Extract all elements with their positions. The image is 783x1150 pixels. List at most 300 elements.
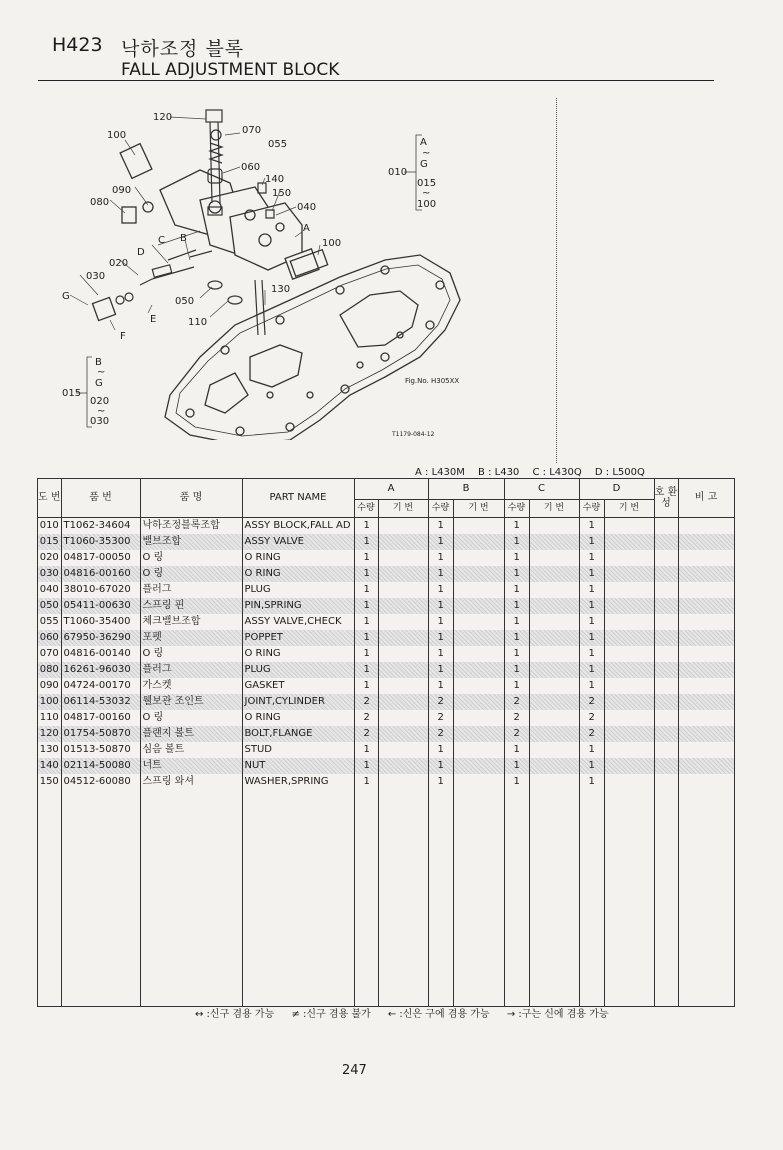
cell-qd: 1 bbox=[579, 534, 604, 550]
cell-qb: 1 bbox=[428, 534, 453, 550]
cell-empty bbox=[378, 566, 428, 582]
cell-empty bbox=[678, 582, 734, 598]
cell-part-no: 67950-36290 bbox=[61, 630, 140, 646]
cell-empty bbox=[654, 518, 678, 535]
cell-qb: 1 bbox=[428, 678, 453, 694]
cell-empty bbox=[378, 726, 428, 742]
col-header-group-d: D bbox=[579, 479, 654, 500]
cell-empty bbox=[529, 550, 579, 566]
cell-empty bbox=[678, 710, 734, 726]
cell-qb: 1 bbox=[428, 550, 453, 566]
col-header-interchange: 호 환 성 bbox=[654, 479, 678, 518]
cell-name-kr: 스프링 핀 bbox=[140, 598, 242, 614]
callout-label: 130 bbox=[271, 284, 291, 295]
cell-empty bbox=[678, 646, 734, 662]
cell-empty bbox=[604, 710, 654, 726]
cell-empty bbox=[604, 678, 654, 694]
cell-qd: 2 bbox=[579, 726, 604, 742]
callout-label: 100 bbox=[107, 130, 127, 141]
cell-qd: 2 bbox=[579, 694, 604, 710]
cell-part-no: T1060-35400 bbox=[61, 614, 140, 630]
cell-no: 060 bbox=[38, 630, 62, 646]
cell-qd: 1 bbox=[579, 566, 604, 582]
cell-qc: 1 bbox=[504, 758, 529, 774]
cell-empty bbox=[654, 630, 678, 646]
cell-empty bbox=[604, 646, 654, 662]
cell-empty bbox=[604, 774, 654, 790]
cell-part-no: 38010-67020 bbox=[61, 582, 140, 598]
cell-no: 120 bbox=[38, 726, 62, 742]
cell-empty bbox=[529, 710, 579, 726]
cell-qa: 1 bbox=[354, 662, 378, 678]
cell-empty bbox=[453, 758, 504, 774]
model-legend bbox=[415, 467, 655, 478]
cell-empty bbox=[654, 726, 678, 742]
cell-empty bbox=[678, 534, 734, 550]
cell-empty bbox=[654, 742, 678, 758]
cell-empty bbox=[529, 694, 579, 710]
table-row bbox=[38, 726, 735, 742]
cell-empty bbox=[678, 518, 734, 535]
table-row bbox=[38, 630, 735, 646]
cell-empty bbox=[654, 646, 678, 662]
cell-qa: 2 bbox=[354, 694, 378, 710]
cell-qa: 2 bbox=[354, 726, 378, 742]
cell-no: 150 bbox=[38, 774, 62, 790]
cell-empty bbox=[654, 534, 678, 550]
cell-empty bbox=[654, 790, 678, 1007]
cell-name-kr: 플랜지 볼트 bbox=[140, 726, 242, 742]
cell-empty bbox=[604, 630, 654, 646]
bracket-label: 100 bbox=[417, 199, 437, 210]
cell-no: 030 bbox=[38, 566, 62, 582]
cell-qb: 1 bbox=[428, 630, 453, 646]
cell-empty bbox=[678, 678, 734, 694]
cell-empty bbox=[453, 598, 504, 614]
cell-part-no: 04817-00050 bbox=[61, 550, 140, 566]
cell-empty bbox=[453, 710, 504, 726]
col-header-qty: 수량 bbox=[579, 500, 604, 518]
page-title-korean: 낙하조정 블록 bbox=[121, 38, 245, 60]
cell-part-no: 05411-00630 bbox=[61, 598, 140, 614]
cell-empty bbox=[378, 534, 428, 550]
cell-qa: 1 bbox=[354, 742, 378, 758]
model-legend-b: B : L430 bbox=[478, 467, 520, 478]
table-row bbox=[38, 662, 735, 678]
legend-item: ← :신은 구에 겸용 가능 bbox=[387, 1009, 490, 1020]
cell-empty bbox=[378, 630, 428, 646]
table-row bbox=[38, 758, 735, 774]
cell-qc: 2 bbox=[504, 694, 529, 710]
table-row bbox=[38, 678, 735, 694]
bracket-label: A bbox=[420, 137, 427, 148]
cell-qa: 1 bbox=[354, 582, 378, 598]
cell-name-kr: 포펫 bbox=[140, 630, 242, 646]
cell-qc: 1 bbox=[504, 566, 529, 582]
col-header-qty: 수량 bbox=[504, 500, 529, 518]
bracket-label: B bbox=[95, 357, 102, 368]
cell-empty bbox=[378, 614, 428, 630]
cell-part-no: 01513-50870 bbox=[61, 742, 140, 758]
cell-empty bbox=[378, 678, 428, 694]
cell-qc: 2 bbox=[504, 726, 529, 742]
cell-no: 070 bbox=[38, 646, 62, 662]
callout-label: 120 bbox=[153, 112, 173, 123]
cell-empty bbox=[654, 678, 678, 694]
cell-empty bbox=[453, 774, 504, 790]
table-row bbox=[38, 534, 735, 550]
cell-empty bbox=[529, 742, 579, 758]
legend-item: ≠ :신구 겸용 불가 bbox=[291, 1009, 371, 1020]
diagram-labels bbox=[62, 112, 459, 438]
col-header-model: 기 번 bbox=[378, 500, 428, 518]
cell-qb: 1 bbox=[428, 598, 453, 614]
cell-empty bbox=[529, 566, 579, 582]
cell-qc: 1 bbox=[504, 662, 529, 678]
cell-qd: 1 bbox=[579, 582, 604, 598]
cell-empty bbox=[453, 790, 504, 1007]
cell-empty bbox=[678, 598, 734, 614]
valve-block bbox=[92, 144, 327, 321]
table-row bbox=[38, 518, 735, 535]
cell-empty bbox=[453, 614, 504, 630]
cell-empty bbox=[604, 662, 654, 678]
cell-no: 050 bbox=[38, 598, 62, 614]
col-header-name-kr: 품 명 bbox=[140, 479, 242, 518]
cell-qb: 1 bbox=[428, 646, 453, 662]
cell-empty bbox=[529, 582, 579, 598]
table-row bbox=[38, 742, 735, 758]
cell-empty bbox=[529, 614, 579, 630]
cell-empty bbox=[529, 646, 579, 662]
cell-qd: 1 bbox=[579, 518, 604, 535]
cell-empty bbox=[678, 630, 734, 646]
cell-name-en: PLUG bbox=[242, 582, 354, 598]
bracket-label: G bbox=[95, 378, 103, 389]
table-row bbox=[38, 710, 735, 726]
callout-label: 080 bbox=[90, 197, 110, 208]
cell-empty bbox=[61, 790, 140, 1007]
cell-part-no: 04817-00160 bbox=[61, 710, 140, 726]
cell-empty bbox=[354, 790, 378, 1007]
cell-no: 130 bbox=[38, 742, 62, 758]
cell-name-en: STUD bbox=[242, 742, 354, 758]
cell-empty bbox=[378, 582, 428, 598]
cell-empty bbox=[654, 598, 678, 614]
col-header-no: 도 번 bbox=[38, 479, 62, 518]
cell-qb: 2 bbox=[428, 694, 453, 710]
cell-empty bbox=[529, 758, 579, 774]
cell-no: 055 bbox=[38, 614, 62, 630]
cell-name-kr: 플러그 bbox=[140, 662, 242, 678]
table-row bbox=[38, 582, 735, 598]
callout-label: 040 bbox=[297, 202, 317, 213]
cell-no: 015 bbox=[38, 534, 62, 550]
cell-empty bbox=[678, 614, 734, 630]
cell-part-no: 01754-50870 bbox=[61, 726, 140, 742]
cell-name-en: BOLT,FLANGE bbox=[242, 726, 354, 742]
cell-name-en: NUT bbox=[242, 758, 354, 774]
bracket-label: ~ bbox=[97, 367, 106, 378]
cell-empty bbox=[654, 774, 678, 790]
col-header-model: 기 번 bbox=[604, 500, 654, 518]
cell-qb: 1 bbox=[428, 518, 453, 535]
cell-qb: 1 bbox=[428, 774, 453, 790]
cell-empty bbox=[604, 790, 654, 1007]
cell-qa: 1 bbox=[354, 678, 378, 694]
callout-label: 030 bbox=[86, 271, 106, 282]
cell-name-en: PLUG bbox=[242, 662, 354, 678]
cell-empty bbox=[529, 678, 579, 694]
cell-qa: 1 bbox=[354, 518, 378, 535]
cell-part-no: 04816-00140 bbox=[61, 646, 140, 662]
exploded-parts-diagram bbox=[40, 95, 510, 440]
cell-empty bbox=[453, 630, 504, 646]
cell-empty bbox=[504, 790, 529, 1007]
cell-qd: 1 bbox=[579, 550, 604, 566]
table-row bbox=[38, 598, 735, 614]
model-legend-a: A : L430M bbox=[415, 467, 465, 478]
cell-name-kr: 웰보관 조인트 bbox=[140, 694, 242, 710]
cell-qd: 1 bbox=[579, 774, 604, 790]
cell-qc: 1 bbox=[504, 534, 529, 550]
cell-empty bbox=[453, 646, 504, 662]
cell-empty bbox=[378, 790, 428, 1007]
cell-empty bbox=[604, 598, 654, 614]
page-number: 247 bbox=[342, 1063, 367, 1078]
bracket-label: G bbox=[420, 159, 428, 170]
cell-name-kr: 가스켓 bbox=[140, 678, 242, 694]
cell-qd: 2 bbox=[579, 710, 604, 726]
cell-part-no: T1060-35300 bbox=[61, 534, 140, 550]
cell-qb: 1 bbox=[428, 614, 453, 630]
drawing-number: T1179-084-12 bbox=[392, 431, 435, 438]
cell-name-kr: 낙하조정블록조합 bbox=[140, 518, 242, 535]
legend-item: ↔ :신구 겸용 가능 bbox=[195, 1009, 275, 1020]
callout-label: D bbox=[137, 247, 145, 258]
page-code: H423 bbox=[52, 34, 103, 56]
cell-name-en: PIN,SPRING bbox=[242, 598, 354, 614]
callout-label: 090 bbox=[112, 185, 132, 196]
table-filler-row bbox=[38, 790, 735, 1007]
cell-name-kr: O 링 bbox=[140, 710, 242, 726]
cell-empty bbox=[678, 774, 734, 790]
cell-name-kr: 너트 bbox=[140, 758, 242, 774]
cell-empty bbox=[654, 582, 678, 598]
cell-name-en: O RING bbox=[242, 646, 354, 662]
cell-empty bbox=[453, 534, 504, 550]
cell-empty bbox=[378, 742, 428, 758]
cell-empty bbox=[378, 774, 428, 790]
cell-qc: 1 bbox=[504, 646, 529, 662]
callout-label: 060 bbox=[241, 162, 261, 173]
cell-qd: 1 bbox=[579, 646, 604, 662]
cell-empty bbox=[378, 646, 428, 662]
cell-empty bbox=[678, 726, 734, 742]
cell-name-en: WASHER,SPRING bbox=[242, 774, 354, 790]
cell-no: 020 bbox=[38, 550, 62, 566]
cell-empty bbox=[654, 550, 678, 566]
parts-table-body bbox=[38, 518, 735, 1007]
cell-name-kr: 플러그 bbox=[140, 582, 242, 598]
cell-qb: 2 bbox=[428, 726, 453, 742]
cell-no: 110 bbox=[38, 710, 62, 726]
cell-name-en: ASSY VALVE bbox=[242, 534, 354, 550]
cell-empty bbox=[604, 726, 654, 742]
cell-name-kr: 밸브조합 bbox=[140, 534, 242, 550]
callout-label: 140 bbox=[265, 174, 285, 185]
callout-label: 020 bbox=[109, 258, 129, 269]
table-row bbox=[38, 646, 735, 662]
col-header-group-a: A bbox=[354, 479, 428, 500]
cell-empty bbox=[38, 790, 62, 1007]
callout-label: 150 bbox=[272, 188, 292, 199]
cell-name-kr: 심음 볼트 bbox=[140, 742, 242, 758]
cell-empty bbox=[654, 758, 678, 774]
cell-empty bbox=[678, 742, 734, 758]
col-header-group-b: B bbox=[428, 479, 504, 500]
model-legend-c: C : L430Q bbox=[532, 467, 582, 478]
cell-qa: 1 bbox=[354, 534, 378, 550]
cell-name-en: O RING bbox=[242, 550, 354, 566]
cell-empty bbox=[529, 534, 579, 550]
col-header-model: 기 번 bbox=[529, 500, 579, 518]
cell-empty bbox=[604, 694, 654, 710]
cell-empty bbox=[529, 598, 579, 614]
cell-qc: 1 bbox=[504, 614, 529, 630]
cell-empty bbox=[453, 518, 504, 535]
cell-qd: 1 bbox=[579, 630, 604, 646]
cell-name-en: JOINT,CYLINDER bbox=[242, 694, 354, 710]
cell-qa: 1 bbox=[354, 614, 378, 630]
cell-empty bbox=[378, 550, 428, 566]
dotted-divider bbox=[556, 98, 557, 463]
cell-qb: 1 bbox=[428, 758, 453, 774]
callout-label: 050 bbox=[175, 296, 195, 307]
callout-label: 070 bbox=[242, 125, 262, 136]
cell-empty bbox=[378, 598, 428, 614]
callout-label: 110 bbox=[188, 317, 208, 328]
cell-part-no: 06114-53032 bbox=[61, 694, 140, 710]
cell-empty bbox=[654, 662, 678, 678]
cell-part-no: T1062-34604 bbox=[61, 518, 140, 535]
cell-empty bbox=[453, 662, 504, 678]
col-header-qty: 수량 bbox=[354, 500, 378, 518]
cell-part-no: 04512-60080 bbox=[61, 774, 140, 790]
bracket-label: 020 bbox=[90, 396, 110, 407]
cell-qa: 1 bbox=[354, 646, 378, 662]
cell-empty bbox=[604, 614, 654, 630]
bracket-label: ~ bbox=[422, 148, 431, 159]
callout-label: E bbox=[150, 314, 157, 325]
cell-empty bbox=[140, 790, 242, 1007]
cell-empty bbox=[453, 726, 504, 742]
cell-no: 080 bbox=[38, 662, 62, 678]
cell-qc: 1 bbox=[504, 582, 529, 598]
cell-empty bbox=[378, 518, 428, 535]
cell-qa: 1 bbox=[354, 758, 378, 774]
col-header-group-c: C bbox=[504, 479, 579, 500]
col-header-qty: 수량 bbox=[428, 500, 453, 518]
cell-qa: 2 bbox=[354, 710, 378, 726]
cell-name-en: O RING bbox=[242, 566, 354, 582]
cell-empty bbox=[453, 566, 504, 582]
bracket-label: 030 bbox=[90, 416, 110, 427]
cell-no: 100 bbox=[38, 694, 62, 710]
interchange-legend bbox=[195, 1005, 623, 1020]
cell-qa: 1 bbox=[354, 774, 378, 790]
bracket-label: ~ bbox=[422, 188, 431, 199]
cell-name-en: POPPET bbox=[242, 630, 354, 646]
cell-name-kr: 체크밸브조합 bbox=[140, 614, 242, 630]
bracket-label: 015 bbox=[417, 178, 437, 189]
table-row bbox=[38, 566, 735, 582]
cell-name-en: ASSY VALVE,CHECK bbox=[242, 614, 354, 630]
cell-empty bbox=[654, 614, 678, 630]
table-row bbox=[38, 550, 735, 566]
cell-empty bbox=[678, 550, 734, 566]
cell-empty bbox=[678, 758, 734, 774]
model-legend-d: D : L500Q bbox=[594, 467, 645, 478]
cell-qd: 1 bbox=[579, 742, 604, 758]
cell-qd: 1 bbox=[579, 598, 604, 614]
cell-empty bbox=[453, 678, 504, 694]
cell-qc: 1 bbox=[504, 598, 529, 614]
callout-label: B bbox=[180, 233, 187, 244]
cell-empty bbox=[529, 518, 579, 535]
cell-part-no: 02114-50080 bbox=[61, 758, 140, 774]
callout-label: 055 bbox=[268, 139, 288, 150]
cell-no: 010 bbox=[38, 518, 62, 535]
cell-empty bbox=[654, 710, 678, 726]
cell-empty bbox=[529, 774, 579, 790]
cell-empty bbox=[529, 790, 579, 1007]
title-underline bbox=[38, 80, 714, 81]
cell-qd: 1 bbox=[579, 758, 604, 774]
callout-label: A bbox=[303, 223, 310, 234]
figure-reference: Fig.No. H305XX bbox=[405, 377, 460, 385]
cell-no: 140 bbox=[38, 758, 62, 774]
col-header-name-en: PART NAME bbox=[242, 479, 354, 518]
cell-qa: 1 bbox=[354, 598, 378, 614]
cell-part-no: 16261-96030 bbox=[61, 662, 140, 678]
bracket-label: ~ bbox=[97, 406, 106, 417]
cell-name-kr: O 링 bbox=[140, 646, 242, 662]
cell-name-kr: O 링 bbox=[140, 550, 242, 566]
legend-item: → :구는 신에 겸용 가능 bbox=[506, 1009, 609, 1020]
cell-name-kr: 스프링 와셔 bbox=[140, 774, 242, 790]
cell-qb: 1 bbox=[428, 662, 453, 678]
cell-qd: 1 bbox=[579, 678, 604, 694]
table-row bbox=[38, 774, 735, 790]
cell-empty bbox=[579, 790, 604, 1007]
cell-empty bbox=[378, 710, 428, 726]
cell-name-kr: O 링 bbox=[140, 566, 242, 582]
col-header-model: 기 번 bbox=[453, 500, 504, 518]
cell-empty bbox=[604, 550, 654, 566]
cell-empty bbox=[678, 566, 734, 582]
cell-qc: 1 bbox=[504, 550, 529, 566]
cell-qa: 1 bbox=[354, 550, 378, 566]
cell-qc: 2 bbox=[504, 710, 529, 726]
table-row bbox=[38, 694, 735, 710]
table-row bbox=[38, 614, 735, 630]
callout-label: G bbox=[62, 291, 70, 302]
cell-qa: 1 bbox=[354, 566, 378, 582]
cell-part-no: 04724-00170 bbox=[61, 678, 140, 694]
bracket-label: 015 bbox=[62, 388, 82, 399]
col-header-part-no: 품 번 bbox=[61, 479, 140, 518]
